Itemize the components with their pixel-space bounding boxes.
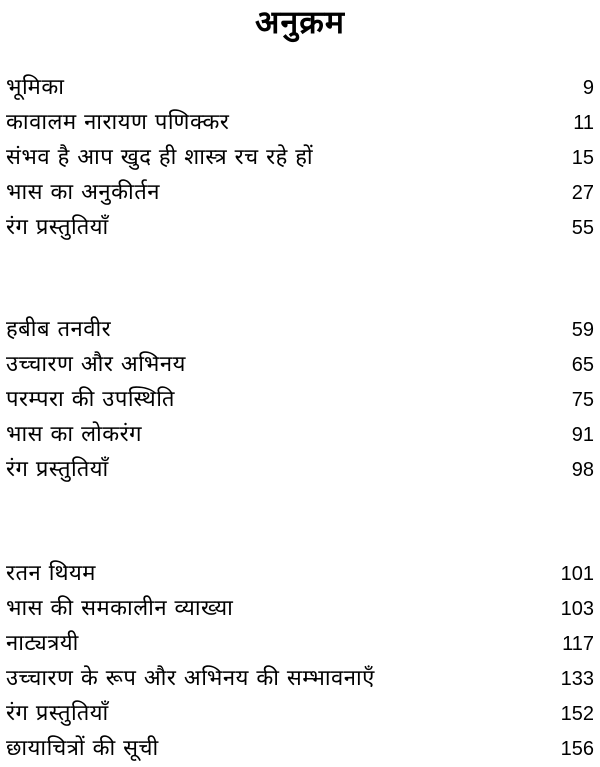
toc-entry-title: नाट्यत्रयी: [6, 631, 79, 656]
toc-entry: [6, 452, 596, 487]
toc-entry-page: 152: [560, 703, 594, 725]
toc-entry: [6, 382, 596, 417]
toc-entry-page: 59: [571, 319, 594, 341]
toc-entry-title: रंग प्रस्तुतियाँ: [6, 215, 109, 240]
toc-section-kavalam: [6, 70, 596, 245]
toc-entry-page: 15: [571, 147, 594, 169]
toc-entry-title: रंग प्रस्तुतियाँ: [6, 701, 109, 726]
toc-entry: [6, 661, 596, 696]
toc-entry-title: छायाचित्रों की सूची: [6, 736, 159, 761]
toc-entry-page: 117: [562, 633, 594, 655]
toc-entry: [6, 731, 596, 766]
toc-entry-title: परम्परा की उपस्थिति: [6, 387, 175, 412]
toc-entry-title: हबीब तनवीर: [6, 317, 112, 342]
toc-entry-page: 75: [571, 389, 594, 411]
toc-section-habib: [6, 312, 596, 487]
toc-entry-page: 9: [582, 77, 594, 99]
toc-entry: [6, 210, 596, 245]
toc-entry: [6, 175, 596, 210]
toc-section-ratan: [6, 556, 596, 766]
toc-entry: [6, 70, 596, 105]
toc-entry-title: संभव है आप खुद ही शास्त्र रच रहे हों: [6, 145, 314, 170]
toc-entry: [6, 347, 596, 382]
toc-entry-title: रंग प्रस्तुतियाँ: [6, 457, 109, 482]
toc-entry-title: उच्चारण के रूप और अभिनय की सम्भावनाएँ: [6, 666, 375, 691]
toc-entry: [6, 105, 596, 140]
toc-entry: [6, 696, 596, 731]
toc-entry-page: 55: [571, 217, 594, 239]
toc-entry-page: 91: [571, 424, 594, 446]
toc-entry-page: 156: [560, 738, 594, 760]
toc-entry-page: 65: [571, 354, 594, 376]
page-title: अनुक्रम: [255, 3, 345, 41]
toc-entry-page: 27: [571, 182, 594, 204]
toc-entry-title: भास का लोकरंग: [6, 422, 143, 447]
toc-entry: [6, 140, 596, 175]
toc-entry-title: कावालम नारायण पणिक्कर: [6, 110, 230, 135]
toc-entry-title: भास की समकालीन व्याख्या: [6, 596, 234, 621]
toc-entry: [6, 626, 596, 661]
toc-entry-page: 98: [571, 459, 594, 481]
toc-entry-title: उच्चारण और अभिनय: [6, 352, 186, 377]
toc-entry-page: 133: [560, 668, 594, 690]
toc-entry-page: 103: [560, 598, 594, 620]
toc-entry-page: 11: [573, 112, 594, 134]
toc-entry-title: भास का अनुकीर्तन: [6, 180, 160, 205]
toc-entry-page: 101: [560, 563, 594, 585]
toc-entry-title: रतन थियम: [6, 561, 96, 586]
toc-entry: [6, 556, 596, 591]
toc-entry: [6, 591, 596, 626]
toc-entry-title: भूमिका: [6, 75, 65, 100]
toc-entry: [6, 417, 596, 452]
toc-entry: [6, 312, 596, 347]
